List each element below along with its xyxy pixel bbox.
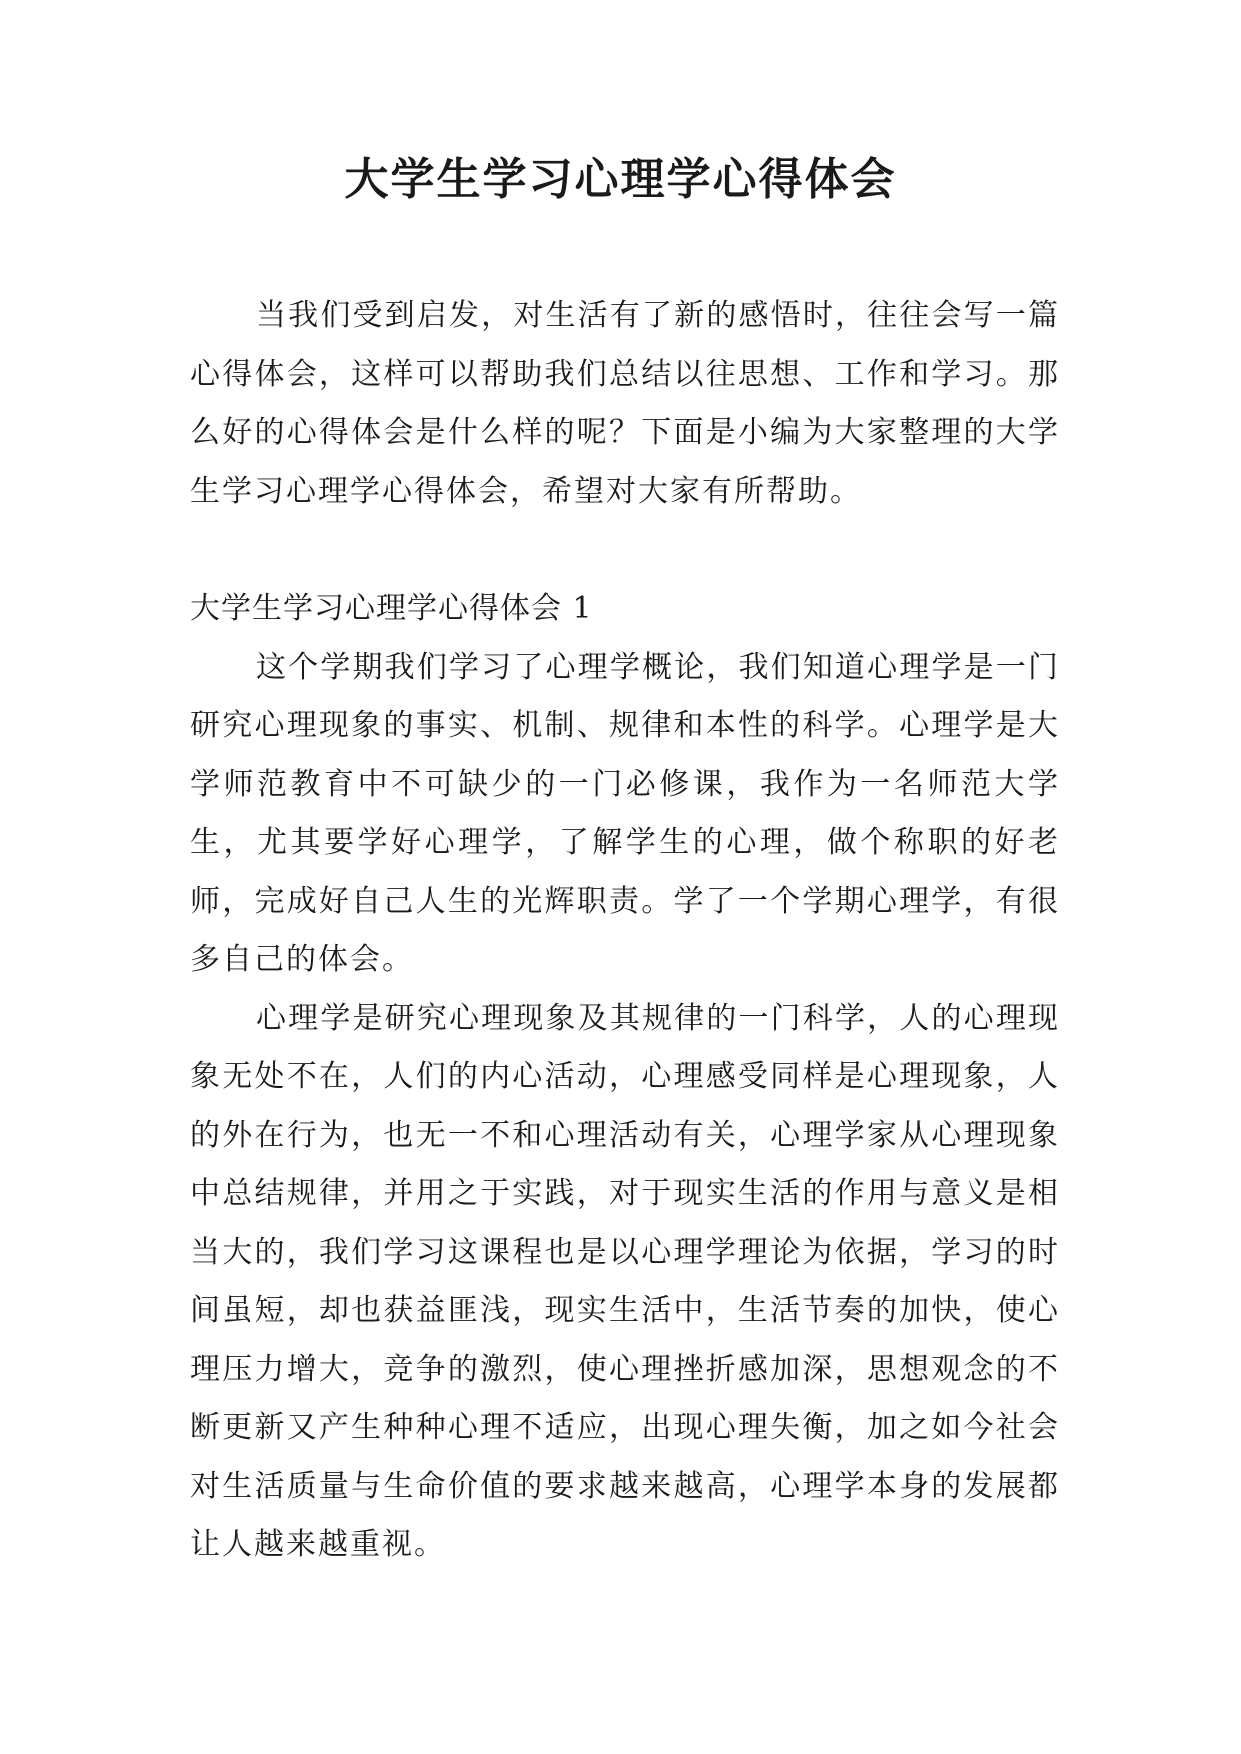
section-heading-1: 大学生学习心理学心得体会 1: [190, 591, 593, 626]
document-title: 大学生学习心理学心得体会: [344, 154, 897, 205]
section-1-paragraph-1: 这个学期我们学习了心理学概论，我们知道心理学是一门研究心理现象的事实、机制、规律和本性的科学。心理学是大学师范教育中不可缺少的一门必修课，我作为一名师范大学生，尤其要学好心理学，了解学生的心理，做个称职的好老师，完成好自己人生的光辉职责。学了一个学期心理学，有很多自己的体会。: [190, 649, 1060, 977]
document-body: [190, 287, 1060, 1575]
intro-paragraph: 当我们受到启发，对生活有了新的感悟时，往往会写一篇心得体会，这样可以帮助我们总结以往思想、工作和学习。那么好的心得体会是什么样的呢？下面是小编为大家整理的大学生学习心理学心得体会，希望对大家有所帮助。: [190, 298, 1060, 509]
section-1-paragraph-2: 心理学是研究心理现象及其规律的一门科学，人的心理现象无处不在，人们的内心活动，心理感受同样是心理现象，人的外在行为，也无一不和心理活动有关，心理学家从心理现象中总结规律，并用之于实践，对于现实生活的作用与意义是相当大的，我们学习这课程也是以心理学理论为依据，学习的时间虽短，却也获益匪浅，现实生活中，生活节奏的加快，使心理压力增大，竞争的激烈，使心理挫折感加深，思想观念的不断更新又产生种种心理不适应，出现心理失衡，加之如今社会对生活质量与生命价值的要求越来越高，心理学本身的发展都让人越来越重视。: [190, 1000, 1060, 1562]
